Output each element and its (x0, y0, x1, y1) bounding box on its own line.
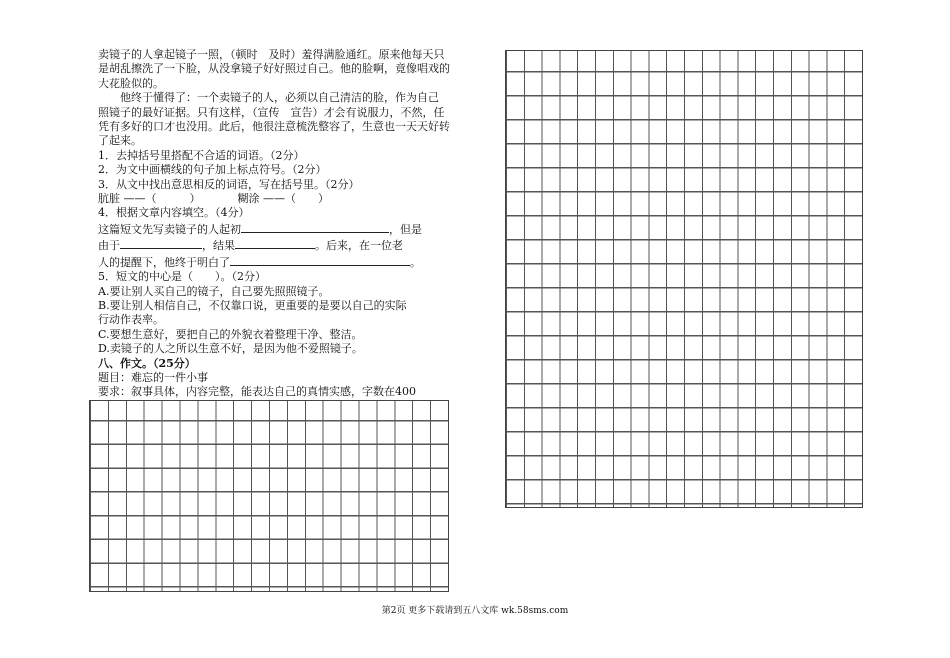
option-c: C.要想生意好，要把自己的外貌衣着整理干净、整洁。 (98, 327, 363, 341)
q4-text: ，结果 (202, 239, 235, 253)
q3-answer-b[interactable]: 糊涂 ——（ ） (237, 192, 329, 206)
passage-line: 了起来。 (98, 134, 142, 148)
q4-blank-3[interactable] (235, 237, 315, 249)
passage-line: 照镜子的最好证据。只有这样，（宣传 宣告）才会有说服力，不然，任 (98, 105, 445, 119)
question-3: 3．从文中找出意思相反的词语，写在括号里。（2分） (98, 177, 360, 191)
question-3-answers (98, 192, 448, 206)
q3-answer-a[interactable]: 肮脏 ——（ ） (98, 192, 201, 206)
q4-blank-4[interactable] (230, 254, 410, 266)
passage-line: 他终于懂得了：一个卖镜子的人，必须以自己清洁的脸，作为自己 (120, 91, 439, 105)
question-5: 5．短文的中心是（ ）。（2分） (98, 270, 266, 284)
composition-topic: 题目：难忘的一件小事 (98, 370, 208, 384)
question-4: 4．根据文章内容填空。（4分） (98, 206, 250, 220)
q4-text: 。后来，在一位老 (315, 239, 403, 253)
q4-blank-1[interactable] (241, 221, 389, 233)
q4-blank-2[interactable] (120, 237, 202, 249)
q4-text: 这篇短文先写卖镜子的人起初 (98, 222, 241, 236)
writing-grid-right[interactable] (505, 50, 863, 508)
question-2: 2．为文中画横线的句子加上标点符号。（2分） (98, 163, 327, 177)
question-1: 1．去掉括号里搭配不合适的词语。（2分） (98, 148, 305, 162)
option-b: B.要让别人相信自己，不仅靠口说，更重要的是要以自己的实际 (98, 298, 407, 312)
q4-text: 。 (410, 255, 421, 269)
option-a: A.要让别人买自己的镜子，自己要先照照镜子。 (98, 284, 330, 298)
option-b-cont: 行动作表率。 (98, 313, 164, 327)
question-4-line-3 (98, 254, 448, 270)
passage-line: 凭有多好的口才也没用。此后，他很注意梳洗整容了，生意也一天天好转 (98, 120, 450, 134)
passage-line: 卖镜子的人拿起镜子一照，（顿时 及时）羞得满脸通红。原来他每天只 (98, 48, 445, 61)
option-d: D.卖镜子的人之所以生意不好，是因为他不爱照镜子。 (98, 342, 363, 356)
passage-line: 大花脸似的。 (98, 76, 164, 90)
page-footer: 第2页 更多下载请到五八文库 wk.58sms.com (381, 606, 569, 616)
question-4-line-1 (98, 221, 448, 237)
writing-grid-left[interactable] (89, 400, 449, 592)
q4-text: 由于 (98, 239, 120, 253)
composition-heading: 八、作文。（25分） (98, 356, 196, 370)
composition-requirement: 要求：叙事具体，内容完整，能表达自己的真情实感，字数在400 (98, 385, 416, 399)
q4-text: 人的提醒下，他终于明白了 (98, 255, 230, 269)
passage-line: 是胡乱擦洗了一下脸，从没拿镜子好好照过自己。他的脸啊，竟像唱戏的 (98, 62, 450, 76)
question-4-line-2 (98, 237, 448, 253)
left-column (98, 48, 448, 414)
q4-text: ，但是 (389, 222, 422, 236)
